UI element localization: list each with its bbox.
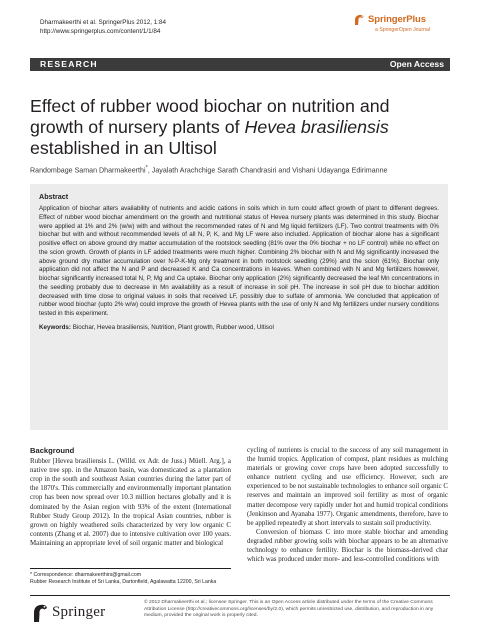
- corresponding-mark: *: [145, 165, 148, 171]
- article-type-banner: [30, 58, 450, 71]
- correspondence-email[interactable]: * Correspondence: dharmakeerthirs@gmail.com: [30, 572, 142, 578]
- author-names: , Jayalath Arachchige Sarath Chandrasiri and Vishani Udayanga Edirimanne: [147, 166, 388, 175]
- article-type-label: RESEARCH: [40, 59, 98, 69]
- springer-horse-icon: [352, 13, 366, 27]
- license-text: © 2012 Dharmakeerthi et al.; licensee Springer. This is an Open Access article distributed under the terms of the Creative Commons Attribution License (http://creativecommons.org/licenses/by/2.0), which permits unrestricted use, distribution, and reproduction in any medium, provided the original work is properly cited.: [144, 600, 434, 619]
- body-paragraph: Conversion of biomass C into more stable biochar and amending degraded rubber growing soils with biochar appears to be an alternative technology to enhance fertility. Biochar is the biomass-derived char which was produced under more- and less-controlled conditions with: [247, 527, 448, 564]
- title-line: established in an Ultisol: [30, 137, 217, 158]
- article-title: [30, 96, 450, 158]
- title-text: growth of nursery plants of: [30, 116, 245, 137]
- body-right-column: [247, 446, 448, 564]
- logo-subtitle: a SpringerOpen Journal: [375, 27, 431, 33]
- abstract-heading: Abstract: [39, 192, 69, 201]
- body-paragraph: cycling of nutrients is crucial to the success of any soil management in the humid tropics. Application of compost, plant residues as mulching materials or growing cover crops have been adopted successfully to enhance nutrient cycling and use efficiency. However, such are experienced to be not sustainable technologies to enhance soil organic C reserves and maintain an improved soil fertility as most of organic matter decompose very rapidly under hot and humid tropical conditions (Jenkinson and Ayanaba 1977). Organic amendments, therefore, have to be applied repeatedly at short intervals to sustain soil productivity.: [247, 446, 448, 527]
- background-heading: Background: [30, 446, 75, 455]
- article-url[interactable]: http://www.springerplus.com/content/1/1/84: [40, 27, 161, 35]
- background-paragraph: Rubber [Hevea brasiliensis L. (Willd. ex Adr. de Juss.) Müell. Arg.], a native tree spp. in the Amazon basin, was domesticated as a plantation crop in the south and southeast Asian countries during the latter part of the 1870's. This commercially and environmentally important plantation crop has been now spread over 10.3 million hectares globally and it is dominated by the Asian region with 93% of the extent (International Rubber Study Group 2012). In the tropical Asian countries, rubber is grown on highly weathered soils characterized by very low organic C contents (Zhang et al. 2007) due to intensive cultivation over 100 years. Maintaining an appropriate level of soil organic matter and biological: [30, 457, 231, 547]
- correspondence-note: [30, 568, 231, 586]
- title-line: [30, 117, 450, 138]
- keywords: [39, 324, 439, 333]
- springer-wordmark: Springer: [52, 604, 106, 620]
- keywords-label: Keywords:: [39, 323, 71, 331]
- keywords-list: Biochar, Hevea brasiliensis, Nutrition, Plant growth, Rubber wood, Ultisol: [72, 323, 274, 331]
- author-name[interactable]: Randombage Saman Dharmakeerthi: [30, 166, 146, 175]
- author-list: [30, 165, 460, 174]
- springer-logo: [30, 602, 118, 628]
- open-access-label: Open Access: [389, 59, 444, 69]
- title-italic-text: Hevea brasiliensis: [244, 116, 389, 137]
- abstract-box: [30, 184, 448, 430]
- springer-horse-icon: [30, 602, 50, 624]
- footer-divider: [30, 595, 450, 596]
- springerplus-logo: [352, 13, 452, 43]
- citation-block: [40, 19, 166, 36]
- logo-text: SpringerPlus: [368, 14, 426, 25]
- affiliation: Rubber Research Institute of Sri Lanka, Dartonfield, Agalawatta 12200, Sri Lanka: [30, 579, 217, 585]
- citation-line: Dharmakeerthi et al. SpringerPlus 2012, 1:84: [40, 19, 167, 26]
- title-line: Effect of rubber wood biochar on nutrition and: [30, 96, 390, 116]
- abstract-text: Application of biochar alters availability of nutrients and acidic cations in soils which in turn could affect growth of plant to different degrees. Effect of rubber wood biochar amendment on the growth and nutritional status of Hevea nursery plants was determined in this study. Biochar were applied at 1% and 2% (w/w) with and without the recommended rates of N and Mg liquid fertilizers (LF). Two control treatments with 0% biochar but with and without recommended levels of all N, P, K, and Mg LF were also included. Application of biochar alone has a significant positive effect on above ground dry matter accumulation of the rootstock seedling (81% over the 0% biochar + no LF control) while no effect on the scion growth. Growth of plants in LF added treatments were much higher. Combining 2% biochar with N and Mg significantly increased the above ground dry matter accumulation over N-P-K-Mg only treatment in both rootstock seedling (29%) and the scion (61%). Biochar only application did not affect the N and P and decreased K and Ca concentrations in leaves. When combined with N and Mg fertilizers however, biochar significantly increased total N, P, Mg and Ca uptake. Biochar only application (2%) significantly decreased the leaf Mn concentrations in the seedling probably due to decrease in Mn availability as a result of increase in soil pH. The increase in soil pH due to biochar addition decreased with time close to original values in soils that received LF, possibly due to sulfate of ammonia. We concluded that application of rubber wood biochar (upto 2% w/w) could improve the growth of Hevea plants with the use of only N and Mg fertilizers under nursery conditions tested in this experiment.: [39, 205, 439, 317]
- body-left-column: [30, 446, 231, 548]
